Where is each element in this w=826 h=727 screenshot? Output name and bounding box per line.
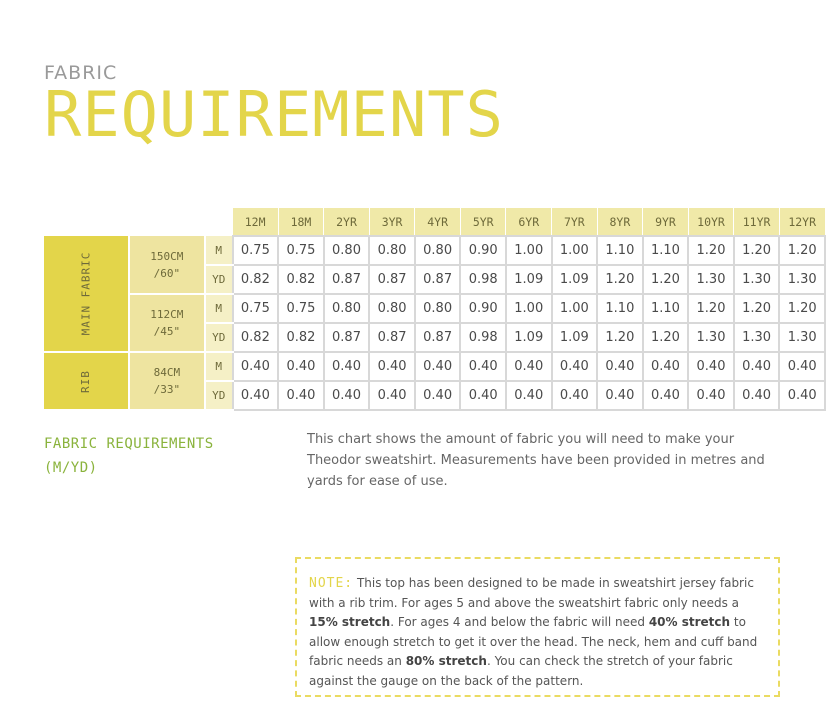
fabric-group-label	[44, 236, 129, 352]
note-box	[295, 557, 780, 697]
unit-label: YD	[205, 381, 233, 410]
unit-label: M	[205, 236, 233, 265]
table-cell: 1.20	[688, 236, 734, 265]
fabric-width-metric: 112CM	[150, 308, 184, 321]
note-bold-80-stretch: 80% stretch	[405, 654, 487, 668]
table-cell: 0.87	[415, 323, 461, 352]
table-cell: 1.00	[552, 236, 598, 265]
table-cell: 0.40	[369, 352, 415, 381]
table-cell: 0.40	[734, 381, 780, 410]
size-header-12m: 12M	[233, 208, 279, 236]
table-cell: 0.40	[460, 381, 506, 410]
table-cell: 1.10	[597, 294, 643, 323]
table-row	[44, 352, 825, 381]
table-cell: 0.80	[324, 294, 370, 323]
table-cell: 0.40	[688, 381, 734, 410]
table-cell: 0.80	[415, 294, 461, 323]
table-cell: 1.20	[734, 236, 780, 265]
size-header-3yr: 3YR	[369, 208, 415, 236]
table-cell: 1.00	[506, 294, 552, 323]
size-header-8yr: 8YR	[597, 208, 643, 236]
unit-label: M	[205, 352, 233, 381]
size-header-4yr: 4YR	[415, 208, 461, 236]
unit-label: YD	[205, 323, 233, 352]
table-cell: 0.40	[324, 352, 370, 381]
size-header-9yr: 9YR	[643, 208, 689, 236]
table-cell: 1.09	[552, 265, 598, 294]
table-cell: 0.90	[460, 294, 506, 323]
table-cell: 0.40	[233, 352, 279, 381]
table-cell: 0.80	[369, 294, 415, 323]
size-header-row	[44, 208, 825, 236]
table-cell: 0.87	[369, 265, 415, 294]
size-header-7yr: 7YR	[552, 208, 598, 236]
table-row	[44, 236, 825, 265]
table-cell: 1.20	[643, 265, 689, 294]
section-heading-line2: (M/YD)	[44, 460, 98, 476]
table-cell: 0.40	[415, 381, 461, 410]
table-cell: 0.40	[506, 381, 552, 410]
fabric-width-label	[129, 294, 205, 352]
unit-label: YD	[205, 265, 233, 294]
table-cell: 1.20	[597, 265, 643, 294]
table-cell: 0.40	[506, 352, 552, 381]
section-heading	[44, 432, 214, 480]
table-cell: 0.40	[278, 352, 324, 381]
table-cell: 0.40	[688, 352, 734, 381]
table-cell: 1.20	[779, 236, 825, 265]
fabric-width-label	[129, 236, 205, 294]
table-cell: 1.30	[734, 265, 780, 294]
table-cell: 0.40	[734, 352, 780, 381]
table-cell: 0.40	[643, 381, 689, 410]
fabric-width-imperial: /60"	[153, 266, 181, 280]
table-cell: 1.10	[643, 294, 689, 323]
table-cell: 0.82	[233, 323, 279, 352]
fabric-group-text: MAIN FABRIC	[79, 251, 93, 336]
note-text-4: . You can check the stretch of your fabric against the gauge on the back of the pattern.	[309, 654, 733, 688]
table-cell: 0.40	[597, 381, 643, 410]
table-cell: 0.80	[415, 236, 461, 265]
table-cell: 0.40	[779, 352, 825, 381]
table-cell: 0.90	[460, 236, 506, 265]
size-header-2yr: 2YR	[324, 208, 370, 236]
table-cell: 0.40	[324, 381, 370, 410]
table-body	[44, 236, 825, 410]
table-cell: 1.30	[688, 265, 734, 294]
table-cell: 1.30	[779, 323, 825, 352]
note-bold-15-stretch: 15% stretch	[309, 615, 391, 629]
unit-label: M	[205, 294, 233, 323]
table-cell: 0.87	[369, 323, 415, 352]
table-cell: 0.80	[324, 236, 370, 265]
table-cell: 0.40	[779, 381, 825, 410]
size-header-18m: 18M	[278, 208, 324, 236]
section-heading-line1: FABRIC REQUIREMENTS	[44, 436, 214, 452]
section-description: This chart shows the amount of fabric you will need to make your Theodor sweatshirt. Measurements have been provided in metres and yards for ease of use.	[307, 432, 765, 489]
table-cell: 1.20	[688, 294, 734, 323]
table-cell: 0.40	[552, 352, 598, 381]
table-cell: 0.75	[233, 236, 279, 265]
page-kicker: FABRIC	[44, 62, 118, 84]
table-cell: 0.40	[415, 352, 461, 381]
fabric-group-text: RIB	[79, 369, 93, 393]
table-cell: 1.09	[552, 323, 598, 352]
table-cell: 1.20	[597, 323, 643, 352]
table-cell: 1.30	[734, 323, 780, 352]
table-cell: 0.40	[460, 352, 506, 381]
table-cell: 1.30	[688, 323, 734, 352]
note-label: NOTE:	[309, 576, 354, 591]
fabric-width-imperial: /33"	[153, 383, 181, 396]
table-cell: 0.75	[278, 294, 324, 323]
table-cell: 0.82	[233, 265, 279, 294]
table-cell: 0.40	[278, 381, 324, 410]
table-cell: 0.87	[324, 323, 370, 352]
table-cell: 0.40	[643, 352, 689, 381]
table-cell: 0.80	[369, 236, 415, 265]
table-cell: 1.20	[643, 323, 689, 352]
fabric-requirements-table	[44, 208, 826, 411]
table-cell: 1.10	[643, 236, 689, 265]
size-header-6yr: 6YR	[506, 208, 552, 236]
table-cell: 1.09	[506, 323, 552, 352]
table-row	[44, 294, 825, 323]
note-bold-40-stretch: 40% stretch	[648, 615, 731, 629]
table-cell: 1.10	[597, 236, 643, 265]
size-header-5yr: 5YR	[460, 208, 506, 236]
table-cell: 0.75	[278, 236, 324, 265]
table-cell: 0.98	[460, 323, 506, 352]
table-cell: 0.82	[278, 323, 324, 352]
note-text-2: . For ages 4 and below the fabric will need	[390, 615, 649, 629]
table-cell: 0.75	[233, 294, 279, 323]
fabric-width-label	[129, 352, 205, 410]
table-cell: 1.09	[506, 265, 552, 294]
fabric-width-imperial: /45"	[153, 325, 181, 338]
note-text-3: to allow enough stretch to get it over the head. The neck, hem and cuff band fabric needs an	[309, 615, 758, 668]
table-cell: 0.40	[369, 381, 415, 410]
table-cell: 1.00	[506, 236, 552, 265]
table-cell: 0.40	[233, 381, 279, 410]
fabric-width-metric: 150CM	[150, 249, 184, 263]
size-header-10yr: 10YR	[688, 208, 734, 236]
table-cell: 0.40	[597, 352, 643, 381]
table-cell: 1.30	[779, 265, 825, 294]
table-cell: 0.98	[460, 265, 506, 294]
table-cell: 1.00	[552, 294, 598, 323]
fabric-width-metric: 84CM	[153, 366, 181, 379]
fabric-group-label	[44, 352, 129, 410]
header-spacer	[44, 208, 233, 236]
table-cell: 0.87	[324, 265, 370, 294]
size-header-12yr: 12YR	[779, 208, 825, 236]
note-text-1: This top has been designed to be made in sweatshirt jersey fabric with a rib trim. For ages 5 and above the sweatshirt fabric only needs a	[309, 576, 754, 610]
page-title: REQUIREMENTS	[44, 78, 504, 151]
table-cell: 0.87	[415, 265, 461, 294]
table-cell: 1.20	[734, 294, 780, 323]
table-cell: 1.20	[779, 294, 825, 323]
table-cell: 0.40	[552, 381, 598, 410]
table-cell: 0.82	[278, 265, 324, 294]
size-header-11yr: 11YR	[734, 208, 780, 236]
